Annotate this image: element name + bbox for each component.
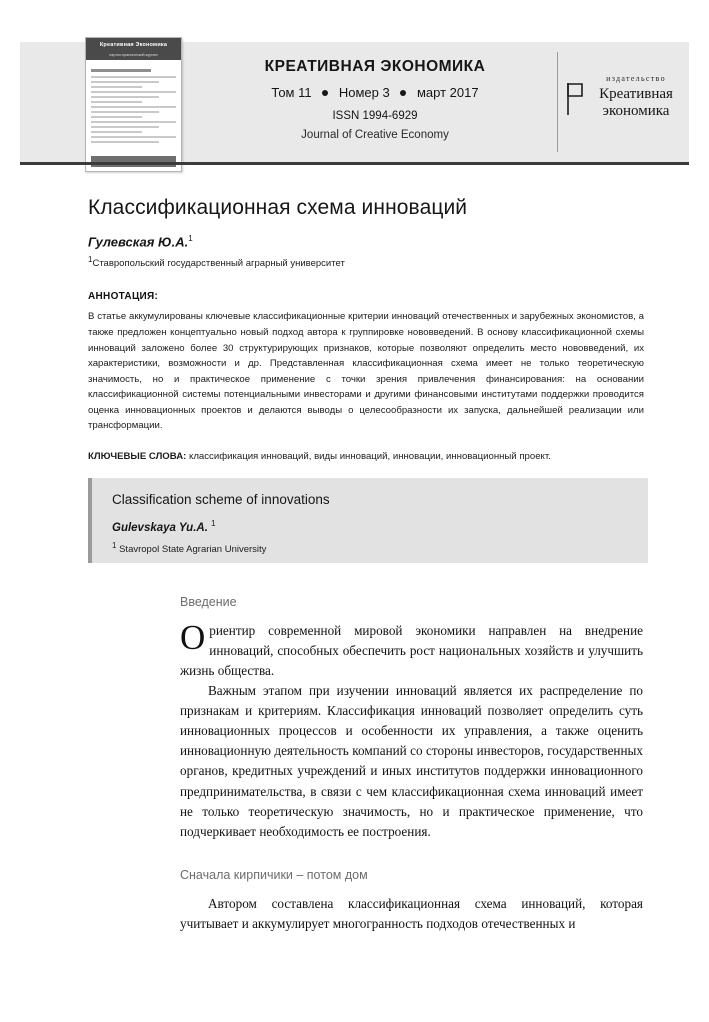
english-affiliation-marker: 1: [112, 540, 117, 550]
publisher-label: издательство: [606, 74, 666, 83]
body-paragraph-3: Автором составлена классификационная схема инноваций, которая учитывает и аккумулирует многогранность подходов отечественных и: [180, 895, 643, 931]
section-heading-introduction: Введение: [180, 595, 237, 609]
issue-volume: Том 11: [271, 85, 312, 100]
journal-cover-thumbnail: [85, 37, 182, 172]
body-paragraph-1: Ориентир современной мировой экономики направлен на внедрение инноваций, способных обеспечить рост национальных хозяйств и улучшить жизнь общества.: [180, 618, 643, 679]
header-bottom-rule: [20, 162, 689, 165]
flag-logo-icon: [564, 82, 588, 116]
publisher-block: [576, 74, 696, 121]
bullet-separator-icon: [322, 90, 328, 96]
publisher-name: Креативная экономика: [599, 86, 673, 120]
abstract-text: В статье аккумулированы ключевые классификационные критерии инноваций отечественных и зарубежных экономистов, а также предложен концептуально новый подход автора к группировке нововведений. В основу классификационной схемы инноваций заложено более 30 структурирующих признаков, которые позволяют определить место нововведений, их характеристики, возможности и др. Представленная классификационная схема имеет не только теоретическую значимость, но и практическое применение с точки зрения привлечения финансирования: на основании классификационной системы потенциальными инвесторами и другими финансовыми институтами поддержки проводится оценка инновационных проектов и делаются выводы о целесообразности их запуска, дальнейшей реализации или трансформации.: [88, 311, 644, 432]
journal-header-band: [20, 42, 689, 162]
english-affiliation: $^1$ Stavropol State Agrarian University: [112, 540, 267, 555]
cover-contents-lines: [86, 60, 181, 150]
journal-title-en: Journal of Creative Economy: [301, 129, 449, 141]
article-front-matter: [88, 196, 644, 465]
english-metadata-block: [88, 478, 648, 563]
journal-issue-line: [210, 85, 540, 100]
affiliation-marker: 1: [88, 255, 93, 265]
article-body: [180, 595, 643, 934]
journal-masthead: [210, 58, 540, 141]
english-author-marker: 1: [211, 519, 216, 528]
abstract-label: АННОТАЦИЯ:: [88, 291, 159, 303]
english-title: Classification scheme of innovations: [112, 492, 330, 507]
cover-subtitle: научно-практический журнал: [109, 53, 158, 57]
keywords-label: КЛЮЧЕВЫЕ СЛОВА:: [88, 450, 187, 462]
bullet-separator-icon: [400, 90, 406, 96]
journal-title: КРЕАТИВНАЯ ЭКОНОМИКА: [264, 58, 486, 75]
english-author: Gulevskaya Yu.A. $^1$: [112, 519, 216, 534]
keywords-line: [88, 450, 644, 465]
body-paragraph-2: Важным этапом при изучении инноваций является их распределение по признакам и критериям. Классификация инноваций позволяет определить суть инновационных процессов и особенности их управления, а также оценить инновационную деятельность компаний со стороны инвесторов, государственных органов, кредитных учреждений и иных институтов поддержки инновационного предпринимательства, в связи с чем классификационная схема инноваций имеет не только теоретическую значимость, но и практическое применение, что подчеркивает необходимость ее построения.: [180, 683, 643, 839]
issue-date: март 2017: [416, 85, 479, 100]
header-divider: [557, 52, 558, 152]
drop-cap: О: [180, 618, 206, 657]
issue-number: Номер 3: [338, 85, 390, 100]
journal-issn: ISSN 1994-6929: [332, 110, 418, 122]
cover-title: Креативная Экономика научно-практический журнал: [86, 38, 181, 60]
article-affiliation: $^1$Ставропольский государственный аграрный университет: [88, 255, 345, 270]
article-author: Гулевская Ю.А.$^1$: [88, 234, 193, 250]
author-affiliation-marker: 1: [188, 234, 193, 243]
page-title: Классификационная схема инноваций: [88, 196, 468, 219]
section-heading-bricks: Сначала кирпичики – потом дом: [180, 867, 368, 882]
keywords-text: классификация инноваций, виды инноваций, инновации, инновационный проект.: [189, 450, 551, 462]
